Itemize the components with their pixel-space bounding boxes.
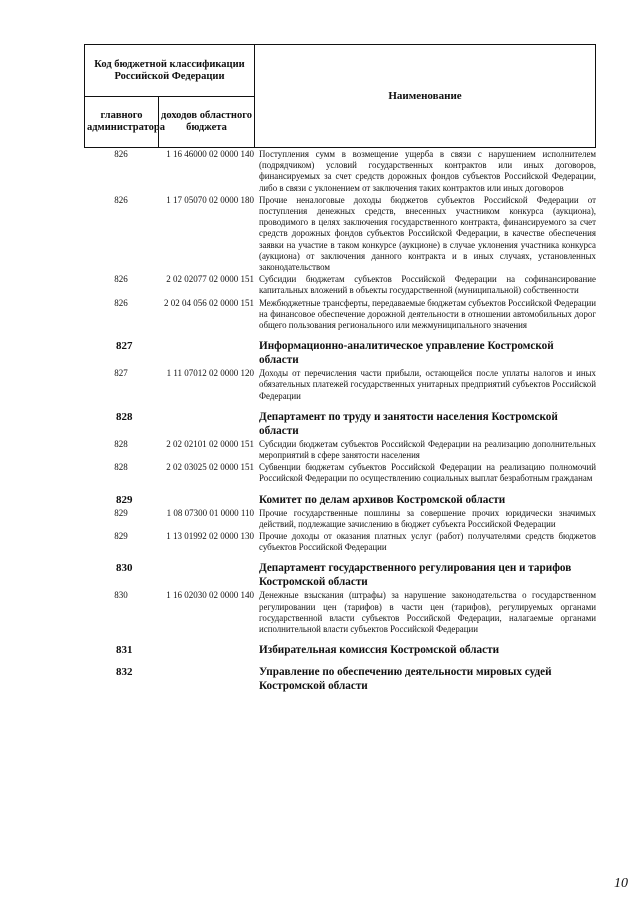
income-code: 1 17 05070 02 0000 180	[166, 194, 254, 205]
table-header	[84, 44, 596, 148]
admin-code: 829	[114, 507, 128, 518]
admin-code: 826	[114, 297, 128, 308]
income-code: 1 13 01992 02 0000 130	[166, 531, 254, 542]
table-row	[84, 195, 596, 273]
header-admin: главного администратора	[85, 97, 159, 148]
group-title: Департамент по труду и занятости населения Костромской области	[259, 410, 558, 437]
header-name: Наименование	[255, 45, 596, 148]
page-number: 10	[614, 876, 628, 891]
admin-code: 829	[114, 531, 128, 542]
admin-code: 828	[114, 462, 128, 473]
table-row	[84, 274, 596, 296]
table-row	[84, 149, 596, 194]
income-code: 1 11 07012 02 0000 120	[166, 368, 254, 379]
income-code: 1 16 46000 02 0000 140	[166, 149, 254, 159]
group-row	[84, 493, 596, 507]
admin-code: 827	[114, 368, 128, 379]
income-name: Прочие государственные пошлины за совершение прочих юридически значимых действий, подлежащие зачислению в бюджет субъекта Российской Федерации	[259, 507, 596, 529]
table-row	[84, 531, 596, 553]
table-row	[84, 508, 596, 530]
admin-code: 827	[116, 340, 133, 353]
income-code: 2 02 04 056 02 0000 151	[164, 297, 254, 308]
income-name: Денежные взыскания (штрафы) за нарушение законодательства о государственном регулировании цен (тарифов) в части цен (тарифов), регулируемых органами государственной власти субъектов Российской Федерации, налагаемые органами исполнительной власти субъектов Российской Федерации	[259, 590, 596, 635]
admin-code: 830	[116, 562, 133, 575]
group-title: Управление по обеспечению деятельности мировых судей Костромской области	[259, 666, 552, 693]
admin-code: 829	[116, 493, 133, 506]
income-name: Субвенции бюджетам субъектов Российской Федерации на реализацию полномочий Российской Федерации по осуществлению социальных выплат безработным гражданам	[259, 462, 596, 484]
income-name: Субсидии бюджетам субъектов Российской Федерации на софинансирование капитальных вложений в объекты государственной (муниципальной) собственности	[259, 274, 596, 296]
table-row	[84, 439, 596, 461]
admin-code: 826	[114, 274, 128, 285]
header-code-group: Код бюджетной классификации Российской Федерации	[85, 45, 255, 97]
group-row	[84, 643, 596, 657]
group-title: Комитет по делам архивов Костромской области	[259, 493, 506, 506]
income-name: Субсидии бюджетам субъектов Российской Федерации на реализацию дополнительных мероприятий в сфере занятости населения	[259, 438, 596, 461]
group-row	[84, 561, 596, 589]
table-row	[84, 298, 596, 332]
income-code: 1 08 07300 01 0000 110	[166, 507, 254, 518]
income-name: Поступления сумм в возмещение ущерба в связи с нарушением исполнителем (подрядчиком) условий государственных контрактов или иных договоров, финансируемых за счет средств дорожных фондов субъектов Российской Федерации, либо в связи с уклонением от заключения таких контрактов или иных договоров	[259, 149, 596, 193]
admin-code: 830	[114, 590, 128, 601]
table-body	[84, 148, 596, 693]
group-title: Избирательная комиссия Костромской области	[259, 644, 500, 657]
income-code: 2 02 02077 02 0000 151	[166, 274, 254, 285]
income-code: 2 02 03025 02 0000 151	[166, 462, 254, 473]
admin-code: 832	[116, 666, 133, 679]
group-title: Информационно-аналитическое управление Костромской области	[259, 340, 554, 367]
income-code: 2 02 02101 02 0000 151	[166, 438, 254, 449]
admin-code: 828	[114, 438, 128, 449]
admin-code: 826	[114, 149, 128, 159]
group-row	[84, 339, 596, 367]
group-title: Департамент государственного регулирования цен и тарифов Костромской области	[259, 562, 572, 589]
admin-code: 828	[116, 410, 133, 423]
group-row	[84, 410, 596, 438]
header-income: доходов областного бюджета	[159, 97, 255, 148]
table-row	[84, 590, 596, 635]
group-row	[84, 665, 596, 693]
income-code: 1 16 02030 02 0000 140	[166, 590, 254, 601]
table-row	[84, 462, 596, 484]
income-name: Межбюджетные трансферты, передаваемые бюджетам субъектов Российской Федерации на финансовое обеспечение дорожной деятельности в отношении автомобильных дорог общего пользования регионального или межмуниципального значения	[259, 297, 596, 331]
table-row	[84, 368, 596, 402]
income-name: Прочие доходы от оказания платных услуг (работ) получателями средств бюджетов субъектов Российской Федерации	[259, 531, 596, 553]
income-name: Доходы от перечисления части прибыли, остающейся после уплаты налогов и иных обязательных платежей государственных унитарных предприятий субъектов Российской Федерации	[259, 368, 596, 401]
income-name: Прочие неналоговые доходы бюджетов субъектов Российской Федерации от поступления денежных средств, внесенных участником конкурса (аукциона), проводимого в целях заключения государственного контракта, финансируемого за счет средств дорожных фондов субъектов Российской Федерации, в качестве обеспечения заявки на участие в таком конкурсе (аукционе) в случае уклонения участника конкурса (аукциона) от заключения данного контракта и в иных случаях, установленных законодательством	[259, 194, 596, 273]
admin-code: 826	[114, 194, 128, 205]
admin-code: 831	[116, 644, 133, 657]
